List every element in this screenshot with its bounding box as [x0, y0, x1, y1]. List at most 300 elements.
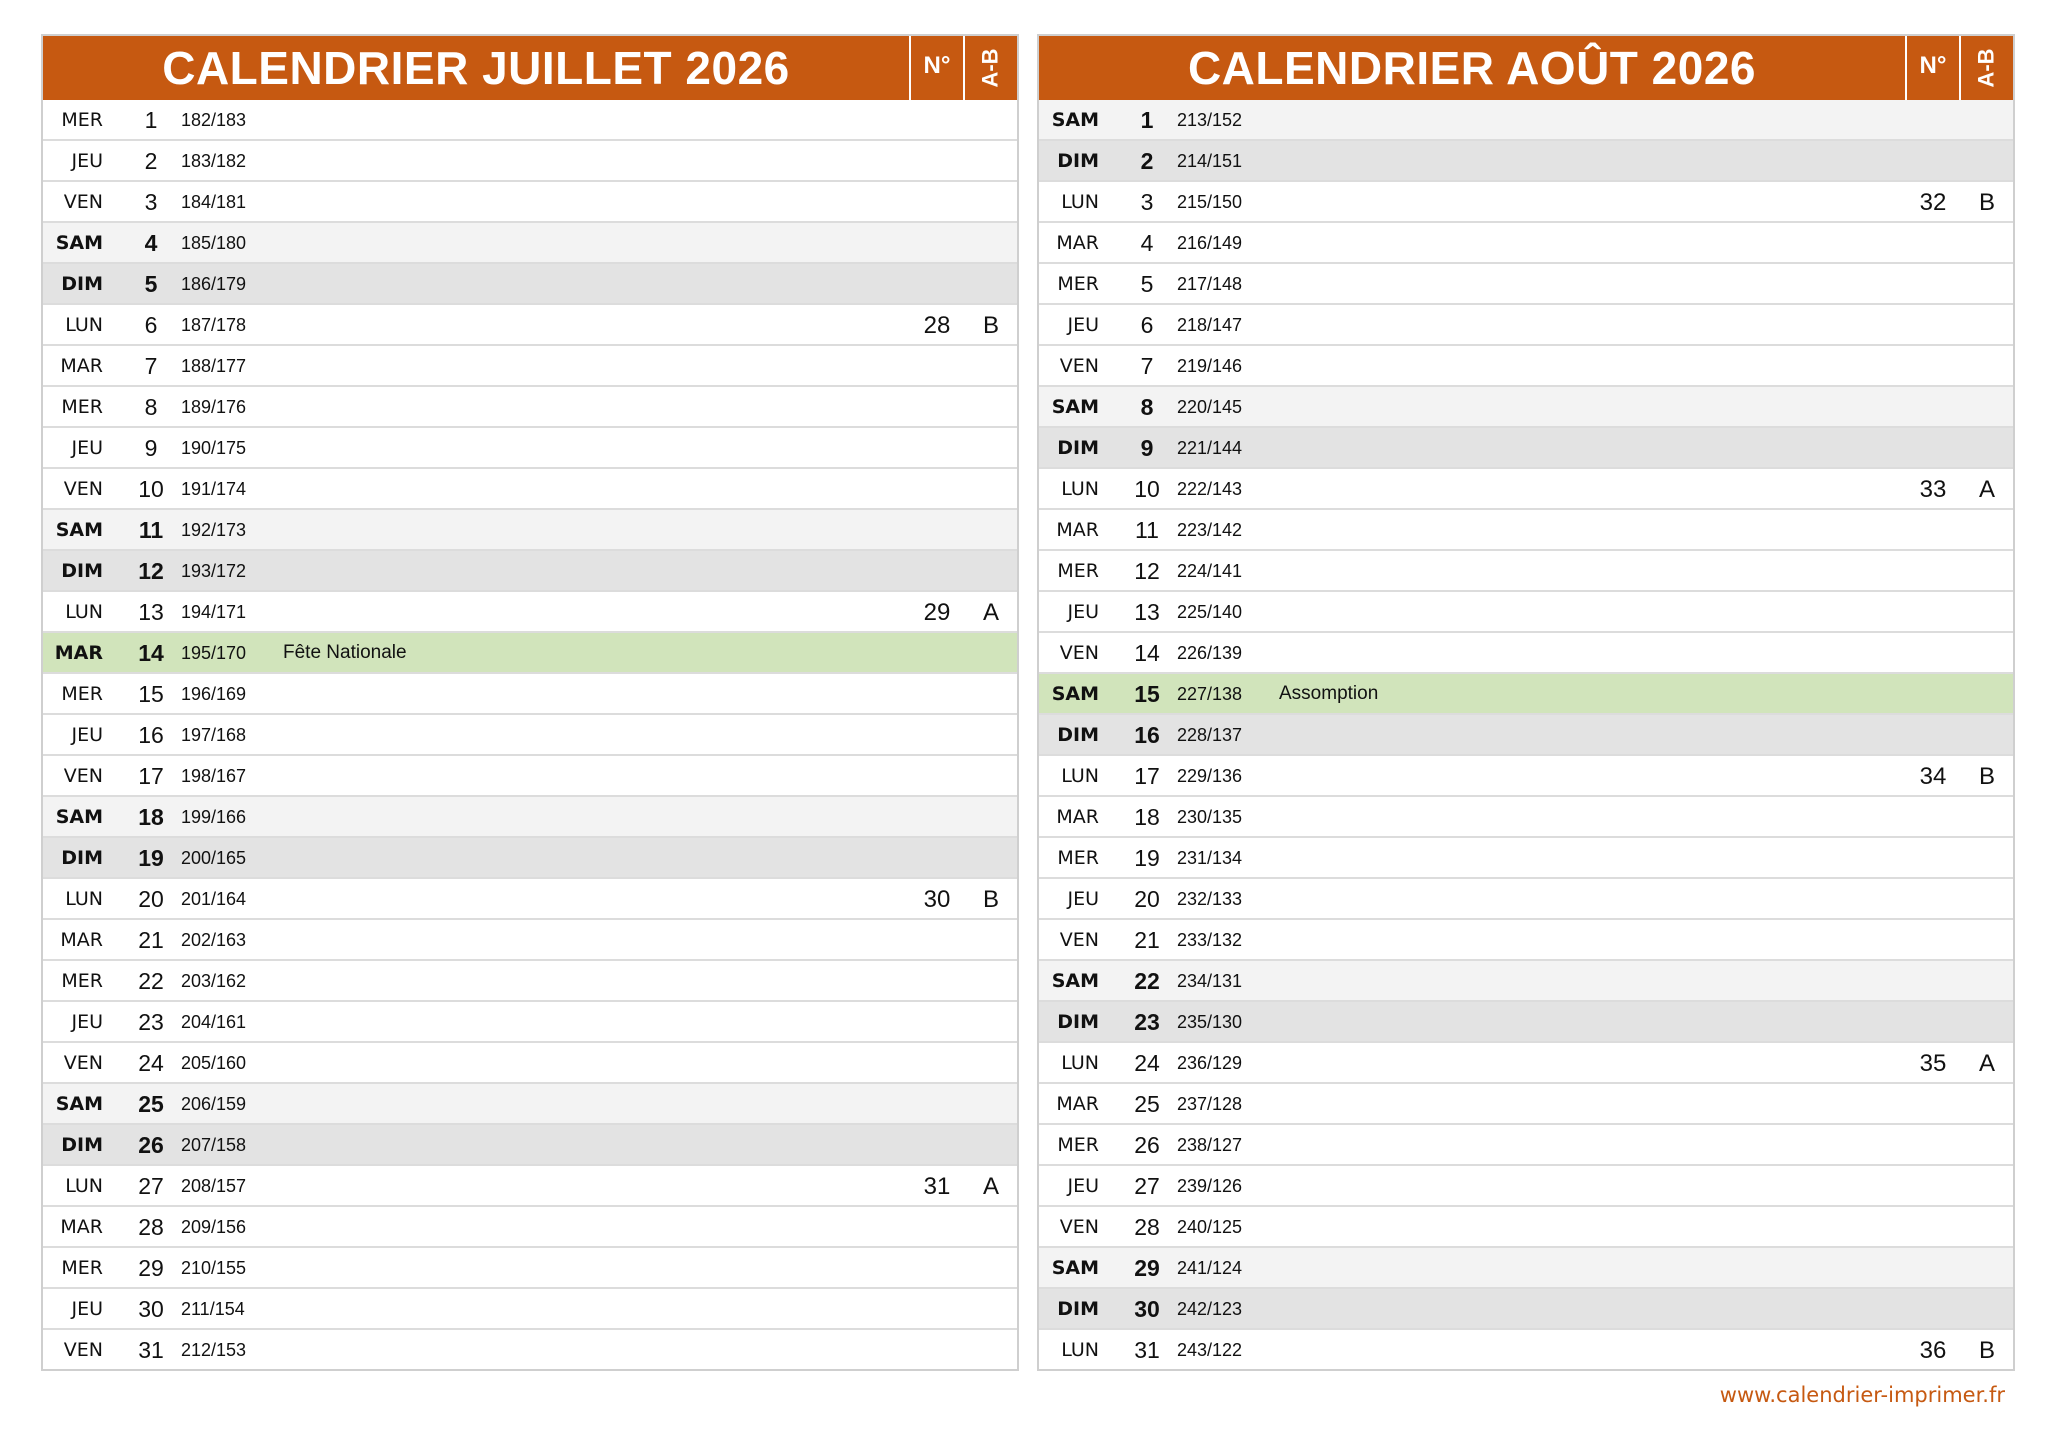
ab-week-letter	[1961, 223, 2013, 262]
day-number: 2	[1140, 148, 1154, 174]
weekday-label: JEU	[1067, 1175, 1099, 1197]
ab-week-letter: A	[982, 1173, 999, 1200]
holiday-label	[1279, 346, 1779, 385]
day-of-year: 188/177	[181, 356, 247, 376]
day-number: 7	[1140, 353, 1154, 379]
holiday-label	[283, 1125, 783, 1164]
holiday-label	[1279, 961, 1779, 1000]
day-row	[1039, 756, 2013, 797]
week-number: 32	[1919, 189, 1947, 216]
holiday-label	[283, 182, 783, 221]
ab-week-letter	[965, 1207, 1017, 1246]
day-of-year: 238/127	[1177, 1135, 1243, 1155]
day-row	[1039, 387, 2013, 428]
week-number	[911, 100, 963, 139]
day-of-year: 198/167	[181, 766, 247, 786]
day-of-year: 196/169	[181, 684, 247, 704]
ab-week-letter	[965, 1289, 1017, 1328]
day-number: 28	[1134, 1214, 1160, 1240]
holiday-label	[1279, 100, 1779, 139]
day-number: 19	[138, 845, 164, 871]
holiday-label	[283, 1084, 783, 1123]
day-of-year: 239/126	[1177, 1176, 1243, 1196]
day-row	[43, 756, 1017, 797]
day-row	[1039, 264, 2013, 305]
day-row	[1039, 1248, 2013, 1289]
day-row	[1039, 1002, 2013, 1043]
week-number	[1907, 428, 1959, 467]
month-header	[1039, 36, 2013, 100]
weekday-label: MAR	[60, 929, 103, 951]
week-number	[911, 182, 963, 221]
day-of-year: 184/181	[181, 192, 247, 212]
day-row	[1039, 223, 2013, 264]
day-row	[1039, 428, 2013, 469]
day-row	[43, 1002, 1017, 1043]
day-row	[43, 551, 1017, 592]
day-of-year: 234/131	[1177, 971, 1243, 991]
day-number: 13	[1134, 599, 1160, 625]
ab-week-letter	[1961, 797, 2013, 836]
day-number: 16	[1134, 722, 1160, 748]
week-number	[1907, 961, 1959, 1000]
day-of-year: 203/162	[181, 971, 247, 991]
ab-week-letter	[1961, 428, 2013, 467]
weekday-label: LUN	[1061, 1052, 1099, 1074]
holiday-label	[283, 1166, 783, 1205]
day-number: 16	[138, 722, 164, 748]
week-number	[1907, 551, 1959, 590]
day-row	[43, 100, 1017, 141]
ab-week-letter	[965, 387, 1017, 426]
ab-week-letter	[1961, 838, 2013, 877]
holiday-label	[1279, 1330, 1779, 1369]
day-of-year: 189/176	[181, 397, 247, 417]
weekday-label: MAR	[54, 642, 103, 664]
day-number: 11	[138, 517, 164, 543]
day-of-year: 185/180	[181, 233, 247, 253]
week-number	[1907, 592, 1959, 631]
day-row	[43, 1043, 1017, 1084]
holiday-label	[1279, 1043, 1779, 1082]
day-number: 24	[138, 1050, 164, 1076]
holiday-label	[1279, 428, 1779, 467]
day-number: 12	[1134, 558, 1160, 584]
month-august-calendar	[1037, 34, 2015, 1371]
week-number	[1907, 100, 1959, 139]
day-number: 8	[144, 394, 158, 420]
ab-week-header-label: A-B	[1973, 48, 1999, 88]
day-of-year: 243/122	[1177, 1340, 1243, 1360]
ab-week-letter	[1961, 633, 2013, 672]
weekday-label: JEU	[1067, 888, 1099, 910]
day-number: 29	[138, 1255, 164, 1281]
day-number: 1	[1140, 107, 1154, 133]
day-number: 30	[138, 1296, 164, 1322]
day-row	[43, 387, 1017, 428]
ab-week-letter	[965, 1002, 1017, 1041]
ab-week-letter	[965, 551, 1017, 590]
day-number: 15	[138, 681, 164, 707]
day-of-year: 190/175	[181, 438, 247, 458]
weekday-label: MER	[61, 1257, 103, 1279]
ab-week-letter: B	[1978, 763, 1995, 790]
day-number: 2	[144, 148, 158, 174]
holiday-label	[1279, 387, 1779, 426]
weekday-label: SAM	[55, 1093, 103, 1115]
holiday-label	[283, 879, 783, 918]
day-number: 4	[144, 230, 158, 256]
day-of-year: 197/168	[181, 725, 247, 745]
weekday-label: MAR	[1056, 519, 1099, 541]
weekday-label: SAM	[1051, 109, 1099, 131]
day-of-year: 237/128	[1177, 1094, 1243, 1114]
week-number	[1907, 387, 1959, 426]
holiday-label	[283, 305, 783, 344]
ab-week-letter	[965, 1084, 1017, 1123]
holiday-label	[1279, 838, 1779, 877]
day-number: 4	[1140, 230, 1154, 256]
holiday-label	[1279, 1125, 1779, 1164]
week-number	[911, 141, 963, 180]
day-of-year: 199/166	[181, 807, 247, 827]
week-number	[911, 1248, 963, 1287]
ab-week-letter	[1961, 100, 2013, 139]
day-of-year: 201/164	[181, 889, 247, 909]
ab-week-letter	[965, 715, 1017, 754]
holiday-label	[1279, 1248, 1779, 1287]
weekday-label: SAM	[55, 806, 103, 828]
week-number	[911, 1289, 963, 1328]
ab-week-letter	[965, 141, 1017, 180]
weekday-label: LUN	[1061, 1339, 1099, 1361]
weekday-label: VEN	[63, 1339, 103, 1361]
week-number	[1907, 674, 1959, 713]
weekday-label: LUN	[1061, 191, 1099, 213]
day-number: 5	[1140, 271, 1154, 297]
weekday-label: SAM	[1051, 396, 1099, 418]
day-of-year: 225/140	[1177, 602, 1243, 622]
week-number	[1907, 264, 1959, 303]
day-number: 18	[1134, 804, 1160, 830]
week-number	[911, 961, 963, 1000]
day-row	[1039, 1289, 2013, 1330]
day-of-year: 210/155	[181, 1258, 247, 1278]
day-row	[1039, 920, 2013, 961]
holiday-label: Fête Nationale	[283, 642, 407, 663]
week-number	[911, 838, 963, 877]
weekday-label: MER	[1057, 273, 1099, 295]
week-number	[1907, 1207, 1959, 1246]
ab-week-letter: A	[982, 599, 999, 626]
day-number: 14	[138, 640, 164, 666]
day-row	[43, 1330, 1017, 1369]
week-number	[1907, 1248, 1959, 1287]
ab-week-letter	[1961, 674, 2013, 713]
day-row	[43, 182, 1017, 223]
day-number: 20	[1134, 886, 1160, 912]
day-number: 25	[1134, 1091, 1160, 1117]
day-of-year: 186/179	[181, 274, 247, 294]
holiday-label	[1279, 305, 1779, 344]
day-row	[1039, 1166, 2013, 1207]
week-number: 28	[923, 312, 951, 339]
week-number-header: N°	[1919, 52, 1947, 79]
day-number: 20	[138, 886, 164, 912]
week-number	[1907, 1125, 1959, 1164]
weekday-label: LUN	[65, 601, 103, 623]
month-title: CALENDRIER AOÛT 2026	[1187, 42, 1757, 94]
ab-week-letter	[965, 797, 1017, 836]
ab-week-letter	[1961, 510, 2013, 549]
ab-week-letter	[1961, 961, 2013, 1000]
ab-week-letter	[1961, 1002, 2013, 1041]
holiday-label	[1279, 592, 1779, 631]
day-row	[43, 879, 1017, 920]
week-number	[911, 674, 963, 713]
ab-week-letter	[1961, 346, 2013, 385]
week-number	[1907, 879, 1959, 918]
week-number: 30	[923, 886, 951, 913]
day-row	[43, 1125, 1017, 1166]
ab-week-letter	[965, 469, 1017, 508]
weekday-label: VEN	[63, 191, 103, 213]
day-row	[43, 346, 1017, 387]
day-row	[1039, 141, 2013, 182]
holiday-label	[283, 838, 783, 877]
day-number: 11	[1135, 517, 1159, 543]
ab-week-letter: A	[1978, 476, 1995, 503]
ab-week-letter	[965, 428, 1017, 467]
ab-week-letter	[1961, 1166, 2013, 1205]
holiday-label	[283, 1289, 783, 1328]
day-of-year: 213/152	[1177, 110, 1243, 130]
day-of-year: 193/172	[181, 561, 247, 581]
ab-week-header-label: A-B	[977, 48, 1003, 88]
ab-week-letter	[1961, 387, 2013, 426]
ab-week-letter	[965, 264, 1017, 303]
day-of-year: 214/151	[1177, 151, 1243, 171]
weekday-label: LUN	[65, 1175, 103, 1197]
day-number: 27	[1134, 1173, 1160, 1199]
day-row	[43, 428, 1017, 469]
day-number: 25	[138, 1091, 164, 1117]
holiday-label	[283, 264, 783, 303]
day-number: 18	[138, 804, 164, 830]
day-number: 9	[144, 435, 158, 461]
day-row	[43, 838, 1017, 879]
holiday-label: Assomption	[1279, 683, 1379, 704]
holiday-label	[283, 223, 783, 262]
holiday-label	[1279, 1166, 1779, 1205]
holiday-label	[1279, 551, 1779, 590]
day-rows	[43, 100, 1017, 1369]
website-link[interactable]: www.calendrier-imprimer.fr	[1719, 1383, 2005, 1407]
week-number: 33	[1919, 476, 1947, 503]
weekday-label: SAM	[55, 232, 103, 254]
day-row	[43, 141, 1017, 182]
holiday-label	[1279, 1289, 1779, 1328]
weekday-label: MER	[1057, 1134, 1099, 1156]
week-number-header: N°	[923, 52, 951, 79]
holiday-label	[1279, 756, 1779, 795]
day-number: 31	[1134, 1337, 1160, 1363]
ab-week-letter	[965, 510, 1017, 549]
day-of-year: 207/158	[181, 1135, 247, 1155]
weekday-label: DIM	[61, 560, 103, 582]
week-number	[1907, 1084, 1959, 1123]
day-row	[43, 264, 1017, 305]
day-number: 9	[1140, 435, 1154, 461]
week-number	[911, 223, 963, 262]
ab-week-letter	[965, 920, 1017, 959]
month-title: CALENDRIER JUILLET 2026	[162, 42, 790, 94]
day-of-year: 220/145	[1177, 397, 1243, 417]
weekday-label: MAR	[60, 1216, 103, 1238]
weekday-label: JEU	[1067, 601, 1099, 623]
day-number: 21	[1134, 927, 1160, 953]
day-row	[1039, 592, 2013, 633]
holiday-label	[283, 756, 783, 795]
week-number: 35	[1919, 1050, 1947, 1077]
holiday-label	[283, 141, 783, 180]
holiday-label	[1279, 182, 1779, 221]
weekday-label: MER	[1057, 847, 1099, 869]
day-number: 30	[1134, 1296, 1160, 1322]
day-number: 31	[138, 1337, 164, 1363]
weekday-label: JEU	[71, 150, 103, 172]
holiday-label	[283, 592, 783, 631]
weekday-label: MAR	[60, 355, 103, 377]
weekday-label: MAR	[1056, 1093, 1099, 1115]
day-number: 6	[144, 312, 158, 338]
ab-week-header	[1961, 36, 2013, 100]
day-row	[43, 305, 1017, 346]
ab-week-letter	[965, 633, 1017, 672]
day-of-year: 226/139	[1177, 643, 1243, 663]
week-number	[911, 1002, 963, 1041]
ab-week-letter	[965, 1125, 1017, 1164]
ab-week-letter	[965, 182, 1017, 221]
day-row	[43, 674, 1017, 715]
holiday-label	[283, 469, 783, 508]
day-of-year: 212/153	[181, 1340, 247, 1360]
weekday-label: MAR	[1056, 806, 1099, 828]
day-number: 3	[144, 189, 158, 215]
ab-week-letter	[1961, 592, 2013, 631]
week-number	[1907, 1166, 1959, 1205]
ab-week-letter	[1961, 1248, 2013, 1287]
ab-week-letter	[1961, 715, 2013, 754]
ab-week-letter	[1961, 1289, 2013, 1328]
week-number	[911, 797, 963, 836]
day-of-year: 242/123	[1177, 1299, 1243, 1319]
day-of-year: 229/136	[1177, 766, 1243, 786]
weekday-label: VEN	[63, 1052, 103, 1074]
day-row	[43, 1166, 1017, 1207]
holiday-label	[283, 1248, 783, 1287]
holiday-label	[1279, 1207, 1779, 1246]
week-number	[1907, 510, 1959, 549]
day-of-year: 227/138	[1177, 684, 1243, 704]
ab-week-letter	[965, 1248, 1017, 1287]
day-row	[1039, 1330, 2013, 1369]
weekday-label: LUN	[1061, 478, 1099, 500]
day-row	[1039, 469, 2013, 510]
day-of-year: 231/134	[1177, 848, 1243, 868]
ab-week-letter	[1961, 920, 2013, 959]
weekday-label: DIM	[1057, 1011, 1099, 1033]
day-row	[43, 1289, 1017, 1330]
holiday-label	[1279, 264, 1779, 303]
holiday-label	[1279, 715, 1779, 754]
week-number	[1907, 633, 1959, 672]
ab-week-letter: B	[982, 886, 999, 913]
day-row	[1039, 346, 2013, 387]
day-number: 5	[144, 271, 158, 297]
day-of-year: 219/146	[1177, 356, 1243, 376]
holiday-label	[1279, 1002, 1779, 1041]
ab-week-letter	[1961, 1084, 2013, 1123]
day-row	[1039, 551, 2013, 592]
ab-week-letter: A	[1978, 1050, 1995, 1077]
day-of-year: 211/154	[181, 1299, 245, 1319]
week-number	[1907, 346, 1959, 385]
weekday-label: VEN	[1059, 929, 1099, 951]
day-number: 10	[1134, 476, 1160, 502]
day-number: 17	[138, 763, 164, 789]
ab-week-letter	[965, 100, 1017, 139]
day-of-year: 233/132	[1177, 930, 1243, 950]
day-row	[43, 920, 1017, 961]
week-number	[1907, 1289, 1959, 1328]
day-number: 23	[138, 1009, 164, 1035]
week-number	[1907, 797, 1959, 836]
day-row	[1039, 797, 2013, 838]
day-number: 8	[1140, 394, 1154, 420]
day-of-year: 202/163	[181, 930, 247, 950]
day-row	[43, 223, 1017, 264]
day-number: 27	[138, 1173, 164, 1199]
day-of-year: 232/133	[1177, 889, 1243, 909]
weekday-label: LUN	[65, 888, 103, 910]
ab-week-letter: B	[1978, 1337, 1995, 1364]
day-row	[43, 1207, 1017, 1248]
day-number: 10	[138, 476, 164, 502]
day-of-year: 194/171	[181, 602, 247, 622]
day-of-year: 205/160	[181, 1053, 247, 1073]
week-number	[1907, 715, 1959, 754]
week-number	[911, 510, 963, 549]
day-of-year: 221/144	[1177, 438, 1243, 458]
holiday-label	[283, 510, 783, 549]
day-of-year: 191/174	[181, 479, 247, 499]
weekday-label: SAM	[1051, 1257, 1099, 1279]
day-of-year: 235/130	[1177, 1012, 1243, 1032]
day-row	[1039, 510, 2013, 551]
weekday-label: MAR	[1056, 232, 1099, 254]
holiday-label	[283, 1330, 783, 1369]
weekday-label: SAM	[55, 519, 103, 541]
day-number: 26	[138, 1132, 164, 1158]
day-row	[43, 715, 1017, 756]
day-of-year: 209/156	[181, 1217, 247, 1237]
day-of-year: 224/141	[1177, 561, 1243, 581]
weekday-label: SAM	[1051, 970, 1099, 992]
month-july-calendar	[41, 34, 1019, 1371]
week-number	[1907, 920, 1959, 959]
week-number: 36	[1919, 1337, 1947, 1364]
